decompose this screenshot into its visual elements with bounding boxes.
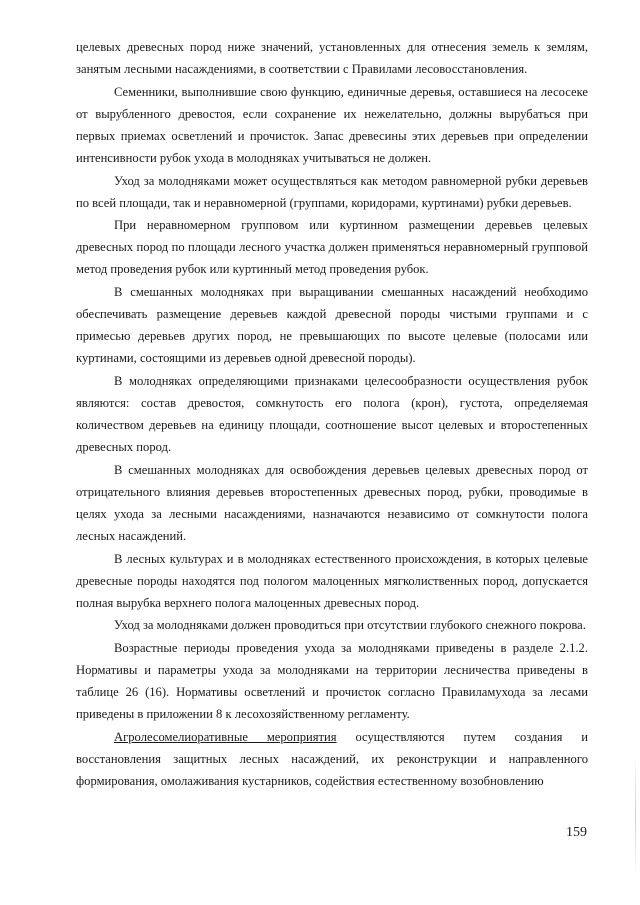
underlined-term: Агролесомелиоративные мероприятия: [114, 729, 337, 744]
scan-edge-mark: [635, 755, 636, 875]
paragraph-4: При неравномерном групповом или куртинном размещении деревьев целевых древесных пород по площади лесного участка должен применяться неравномерный групповой метод проведения рубок или куртинный метод проведения рубок.: [76, 218, 588, 277]
paragraph-11-rest: осуществляются путем создания и восстановления защитных лесных насаждений, их реконструкции и направленного формирования, омолаживания кустарников, содействия естественному возобновлению: [76, 729, 588, 789]
paragraph-9: Уход за молодняками должен проводиться при отсутствии глубокого снежного покрова.: [114, 618, 586, 633]
paragraph-3: Уход за молодняками может осуществляться как методом равномерной рубки деревьев по всей площади, так и неравномерной (группами, коридорами, куртинами) рубки деревьев.: [76, 173, 588, 210]
paragraph-1: целевых древесных пород ниже значений, установленных для отнесения земель к землям, занятым лесными насаждениями, в соответствии с Правилами лесовосстановления.: [76, 40, 588, 77]
paragraph-5: В смешанных молодняках при выращивании смешанных насаждений необходимо обеспечивать размещение деревьев каждой древесной породы чистыми группами и с примесью деревьев других пород, не превышающих по высоте целевые (полосами или куртинами, состоящими из деревьев одной древесной породы).: [76, 285, 588, 366]
body-text: [76, 36, 588, 792]
paragraph-6: В молодняках определяющими признаками целесообразности осуществления рубок являются: состав древостоя, сомкнутость его полога (крон), густота, определяемая количеством деревьев на единицу площади, соотношение высот целевых и второстепенных древесных пород.: [76, 373, 588, 455]
paragraph-10: Возрастные периоды проведения ухода за молодняками приведены в разделе 2.1.2. Нормативы и параметры ухода за молодняками на территории лесничества приведены в таблице 26 (16). Нормативы осветлений и прочисток согласно Правиламухода за лесами приведены в приложении 8 к лесохозяйственному регламенту.: [76, 641, 588, 722]
paragraph-2: Семенники, выполнившие свою функцию, единичные деревья, оставшиеся на лесосеке от вырубленного древостоя, если сохранение их нежелательно, должны вырубаться при первых приемах осветлений и прочисток. Запас древесины этих деревьев при определении интенсивности рубок ухода в молодняках учитываться не должен.: [76, 84, 588, 165]
paragraph-7: В смешанных молодняках для освобождения деревьев целевых древесных пород от отрицательного влияния деревьев второстепенных древесных пород, рубки, проводимые в целях ухода за лесными насаждениями, назначаются независимо от сомкнутости полога лесных насаждений.: [76, 462, 588, 544]
paragraph-11: [76, 726, 588, 792]
page-number: 159: [566, 825, 587, 840]
paragraph-8: В лесных культурах и в молодняках естественного происхождения, в которых целевые древесные породы находятся под пологом малоценных мягколиственных пород, допускается полная вырубка верхнего полога малоценных древесных пород.: [76, 551, 588, 610]
